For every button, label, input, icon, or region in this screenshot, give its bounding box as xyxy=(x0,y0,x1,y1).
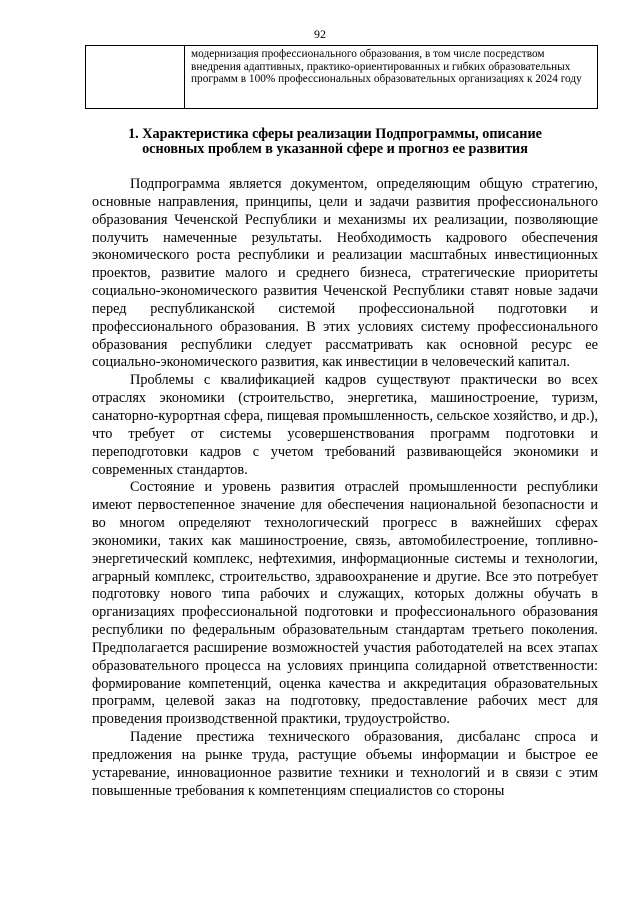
section-heading xyxy=(70,127,600,156)
paragraph-4: Падение престижа технического образования, дисбаланс спроса и предложения на рынке труда, растущие объемы информации и быстрое ее устаревание, инновационное развитие техники и технологий и в связи с этим повышенные требования к компетенциям специалистов со стороны xyxy=(92,729,598,799)
paragraph-2: Проблемы с квалификацией кадров существуют практически во всех отраслях экономики (строительство, энергетика, машиностроение, туризм, санаторно-курортная сфера, пищевая промышленность, сельское хозяйство, и др.), что требует от системы усовершенствования программ подготовки и переподготовки кадров с учетом требований развивающейся экономики и современных стандартов. xyxy=(92,372,598,478)
page-number: 92 xyxy=(314,27,326,41)
table-row xyxy=(86,46,598,109)
continuation-table xyxy=(85,45,598,109)
body-text xyxy=(92,176,598,801)
section-heading-line-1: 1. Характеристика сферы реализации Подпрограммы, описание xyxy=(128,126,542,142)
paragraph-3: Состояние и уровень развития отраслей промышленности республики имеют первостепенное значение для обеспечения национальной безопасности и во многом определяют технологический прогресс в важнейших сферах экономики, таких как машиностроение, связь, автомобилестроение, топливно-энергетический комплекс, нефтехимия, информационные системы и технологии, аграрный комплекс, строительство, здравоохранение и другие. Все это потребует подготовку нового типа рабочих и служащих, которых должны обучать в организациях профессиональной подготовки и профессионального образования республики по федеральным образовательным стандартам третьего поколения. Предполагается расширение возможностей участия работодателей на всех этапах образовательного процесса на условиях принципа солидарной ответственности: формирование компетенций, оценка качества и аккредитация образовательных программ, целевой заказ на подготовку, предоставление рабочих мест для проведения производственной практики, трудоустройство. xyxy=(92,479,598,728)
section-heading-line-2: основных проблем в указанной сфере и прогноз ее развития xyxy=(142,140,528,157)
table-cell-empty xyxy=(86,46,185,109)
table-cell-text: модернизация профессионального образования, в том числе посредством внедрения адаптивных, практико-ориентированных и гибких образовательных программ в 100% профессиональных образовательных организациях к 2024 году xyxy=(185,46,598,109)
paragraph-1: Подпрограмма является документом, определяющим общую стратегию, основные направления, принципы, цели и задачи развития профессионального образования Чеченской Республики и механизмы их реализации, позволяющие получить намеченные результаты. Необходимость кадрового обеспечения экономического роста республики и реализации масштабных инвестиционных проектов, развитие малого и среднего бизнеса, стратегические приоритеты социально-экономического развития Чеченской Республики ставят новые задачи перед республиканской системой профессиональной подготовки и профессионального образования. В этих условиях систему профессионального образования республики следует рассматривать как основной ресурс ее социально-экономического развития, как инвестиции в человеческий капитал. xyxy=(92,176,598,371)
